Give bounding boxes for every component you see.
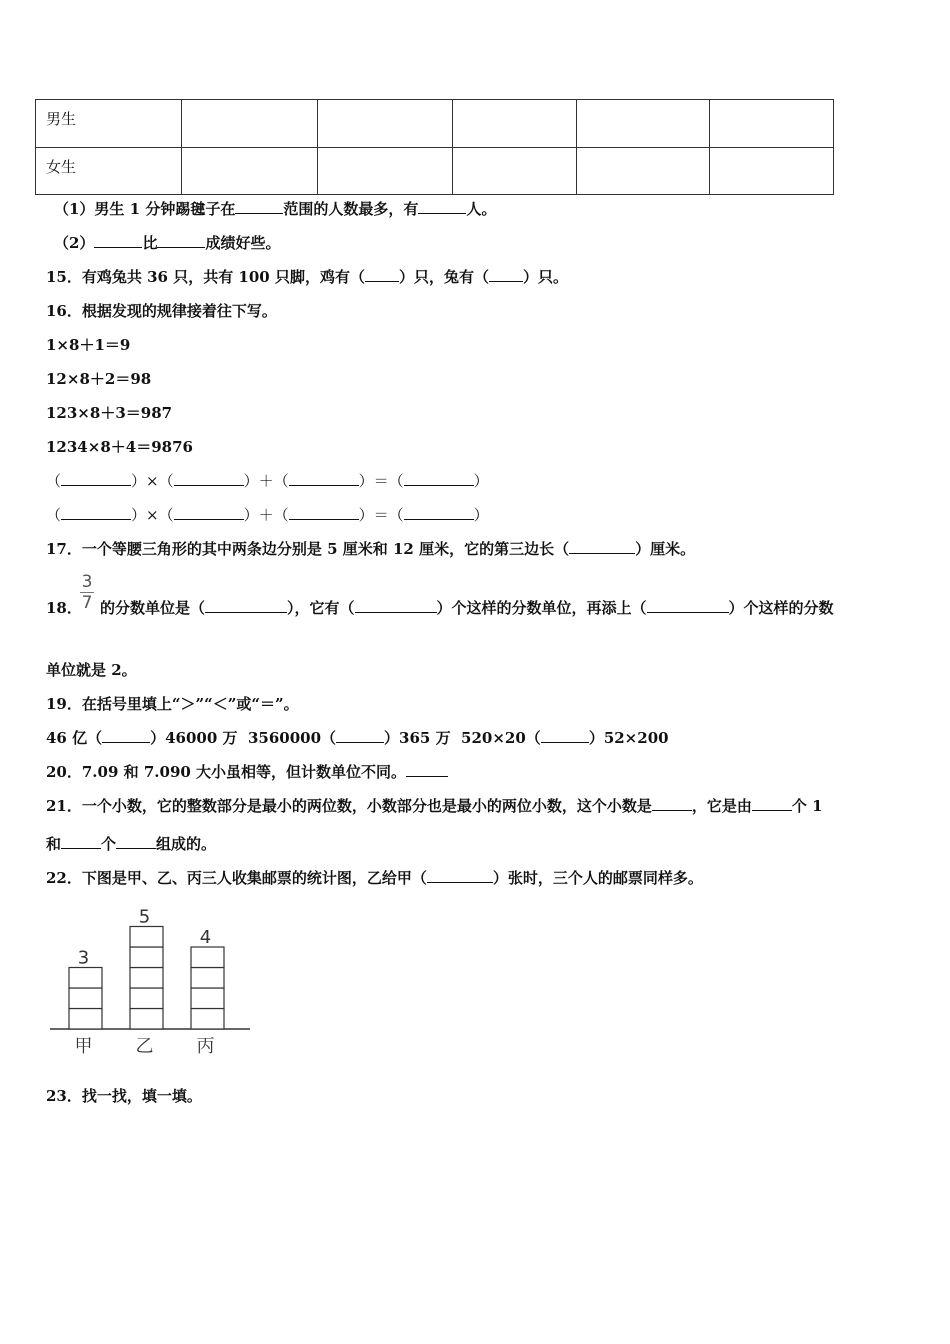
- question-19-items: 46 亿（ ）46000 万 3560000（ ）365 万 520×20（ ）52×200: [46, 729, 669, 747]
- stamp-unit-box: [191, 988, 224, 1009]
- bar-value-label: 4: [199, 927, 212, 948]
- answer-blank[interactable]: [404, 471, 474, 486]
- stamp-unit-box: [130, 947, 163, 968]
- stamp-unit-box: [191, 947, 224, 968]
- stamp-unit-box: [69, 968, 102, 989]
- answer-blank[interactable]: [569, 539, 635, 554]
- table-cell: [318, 147, 453, 195]
- question-21-cont: 和 个 组成的。: [46, 835, 217, 853]
- answer-blank[interactable]: [289, 471, 359, 486]
- table-cell: [577, 100, 710, 148]
- answer-blank[interactable]: [61, 834, 101, 849]
- stamp-unit-box: [130, 1009, 163, 1030]
- question-23: 23．找一找，填一填。: [46, 1087, 202, 1105]
- stamp-unit-box: [191, 968, 224, 989]
- answer-blank[interactable]: [61, 471, 131, 486]
- table-cell: [577, 147, 710, 195]
- answer-blank[interactable]: [289, 505, 359, 520]
- answer-blank[interactable]: [94, 233, 142, 248]
- stamp-unit-box: [130, 927, 163, 948]
- stamp-unit-box: [130, 988, 163, 1009]
- question-18: 的分数单位是（ ），它有（ ）个这样的分数单位，再添上（ ）个这样的分数: [100, 599, 834, 617]
- stamp-unit-box: [130, 968, 163, 989]
- equation: 1×8＋1＝9: [46, 336, 131, 354]
- q14-part2: （2） 比 成绩好些。: [54, 234, 281, 252]
- bar-value-label: 3: [77, 947, 90, 969]
- answer-blank[interactable]: [157, 233, 205, 248]
- category-label: 乙: [135, 1036, 154, 1057]
- equation: 12×8＋2＝98: [46, 370, 152, 388]
- row-label-boys: 男生: [36, 100, 182, 148]
- table-cell: [318, 100, 453, 148]
- row-label-girls: 女生: [36, 147, 182, 195]
- question-20: 20．7.09 和 7.090 大小虽相等，但计数单位不同。: [46, 762, 448, 782]
- stamp-unit-box: [69, 1009, 102, 1030]
- answer-blank[interactable]: [404, 505, 474, 520]
- table-cell: [182, 147, 318, 195]
- answer-blank[interactable]: [174, 505, 244, 520]
- answer-blank[interactable]: [489, 267, 523, 282]
- category-label: 丙: [196, 1036, 215, 1057]
- answer-blank[interactable]: [652, 796, 692, 811]
- equation: 1234×8＋4＝9876: [46, 438, 193, 456]
- table-cell: [182, 100, 318, 148]
- answer-blank[interactable]: [365, 267, 399, 282]
- answer-blank[interactable]: [235, 199, 283, 214]
- answer-blank[interactable]: [102, 728, 150, 743]
- stamp-unit-box: [69, 988, 102, 1009]
- fraction: [80, 573, 94, 612]
- question-16-title: 16．根据发现的规律接着往下写。: [46, 302, 277, 320]
- answer-blank[interactable]: [336, 728, 384, 743]
- table-cell: [710, 100, 834, 148]
- fill-equation: （ ）×（ ）＋（ ）＝（ ）: [46, 472, 489, 490]
- answer-blank[interactable]: [406, 762, 448, 777]
- answer-blank[interactable]: [116, 834, 156, 849]
- table-cell: [710, 147, 834, 195]
- question-18-number: 18．: [46, 599, 82, 617]
- question-17: 17．一个等腰三角形的其中两条边分别是 5 厘米和 12 厘米，它的第三边长（ ）厘米。: [46, 540, 696, 558]
- stamp-bar-chart: [44, 896, 258, 1062]
- equation: 123×8＋3＝987: [46, 404, 173, 422]
- table-cell: [453, 147, 577, 195]
- answer-blank[interactable]: [752, 796, 792, 811]
- data-table: [35, 99, 834, 195]
- answer-blank[interactable]: [61, 505, 131, 520]
- answer-blank[interactable]: [647, 598, 729, 613]
- answer-blank[interactable]: [418, 199, 466, 214]
- question-22: 22．下图是甲、乙、丙三人收集邮票的统计图，乙给甲（ ）张时，三个人的邮票同样多。: [46, 869, 703, 887]
- bar-value-label: 5: [138, 906, 151, 928]
- question-15: 15．有鸡兔共 36 只，共有 100 只脚，鸡有（ ）只，兔有（ ）只。: [46, 268, 568, 286]
- answer-blank[interactable]: [174, 471, 244, 486]
- answer-blank[interactable]: [355, 598, 437, 613]
- question-18-cont: 单位就是 2。: [46, 661, 137, 679]
- fill-equation: （ ）×（ ）＋（ ）＝（ ）: [46, 506, 489, 524]
- answer-blank[interactable]: [427, 868, 493, 883]
- question-19-title: 19．在括号里填上“＞”“＜”或“＝”。: [46, 695, 299, 713]
- table-row: [36, 147, 834, 195]
- question-21: 21．一个小数，它的整数部分是最小的两位数，小数部分也是最小的两位小数，这个小数是 ，它是由 个 1: [46, 797, 823, 815]
- fraction-numerator: 3: [81, 572, 93, 592]
- table-cell: [453, 100, 577, 148]
- stamp-unit-box: [191, 1009, 224, 1030]
- fraction-denominator: 7: [81, 593, 93, 613]
- table-row: [36, 100, 834, 148]
- q14-part1: （1）男生 1 分钟踢毽子在 范围的人数最多，有 人。: [54, 200, 497, 218]
- answer-blank[interactable]: [205, 598, 287, 613]
- answer-blank[interactable]: [541, 728, 589, 743]
- category-label: 甲: [74, 1036, 93, 1057]
